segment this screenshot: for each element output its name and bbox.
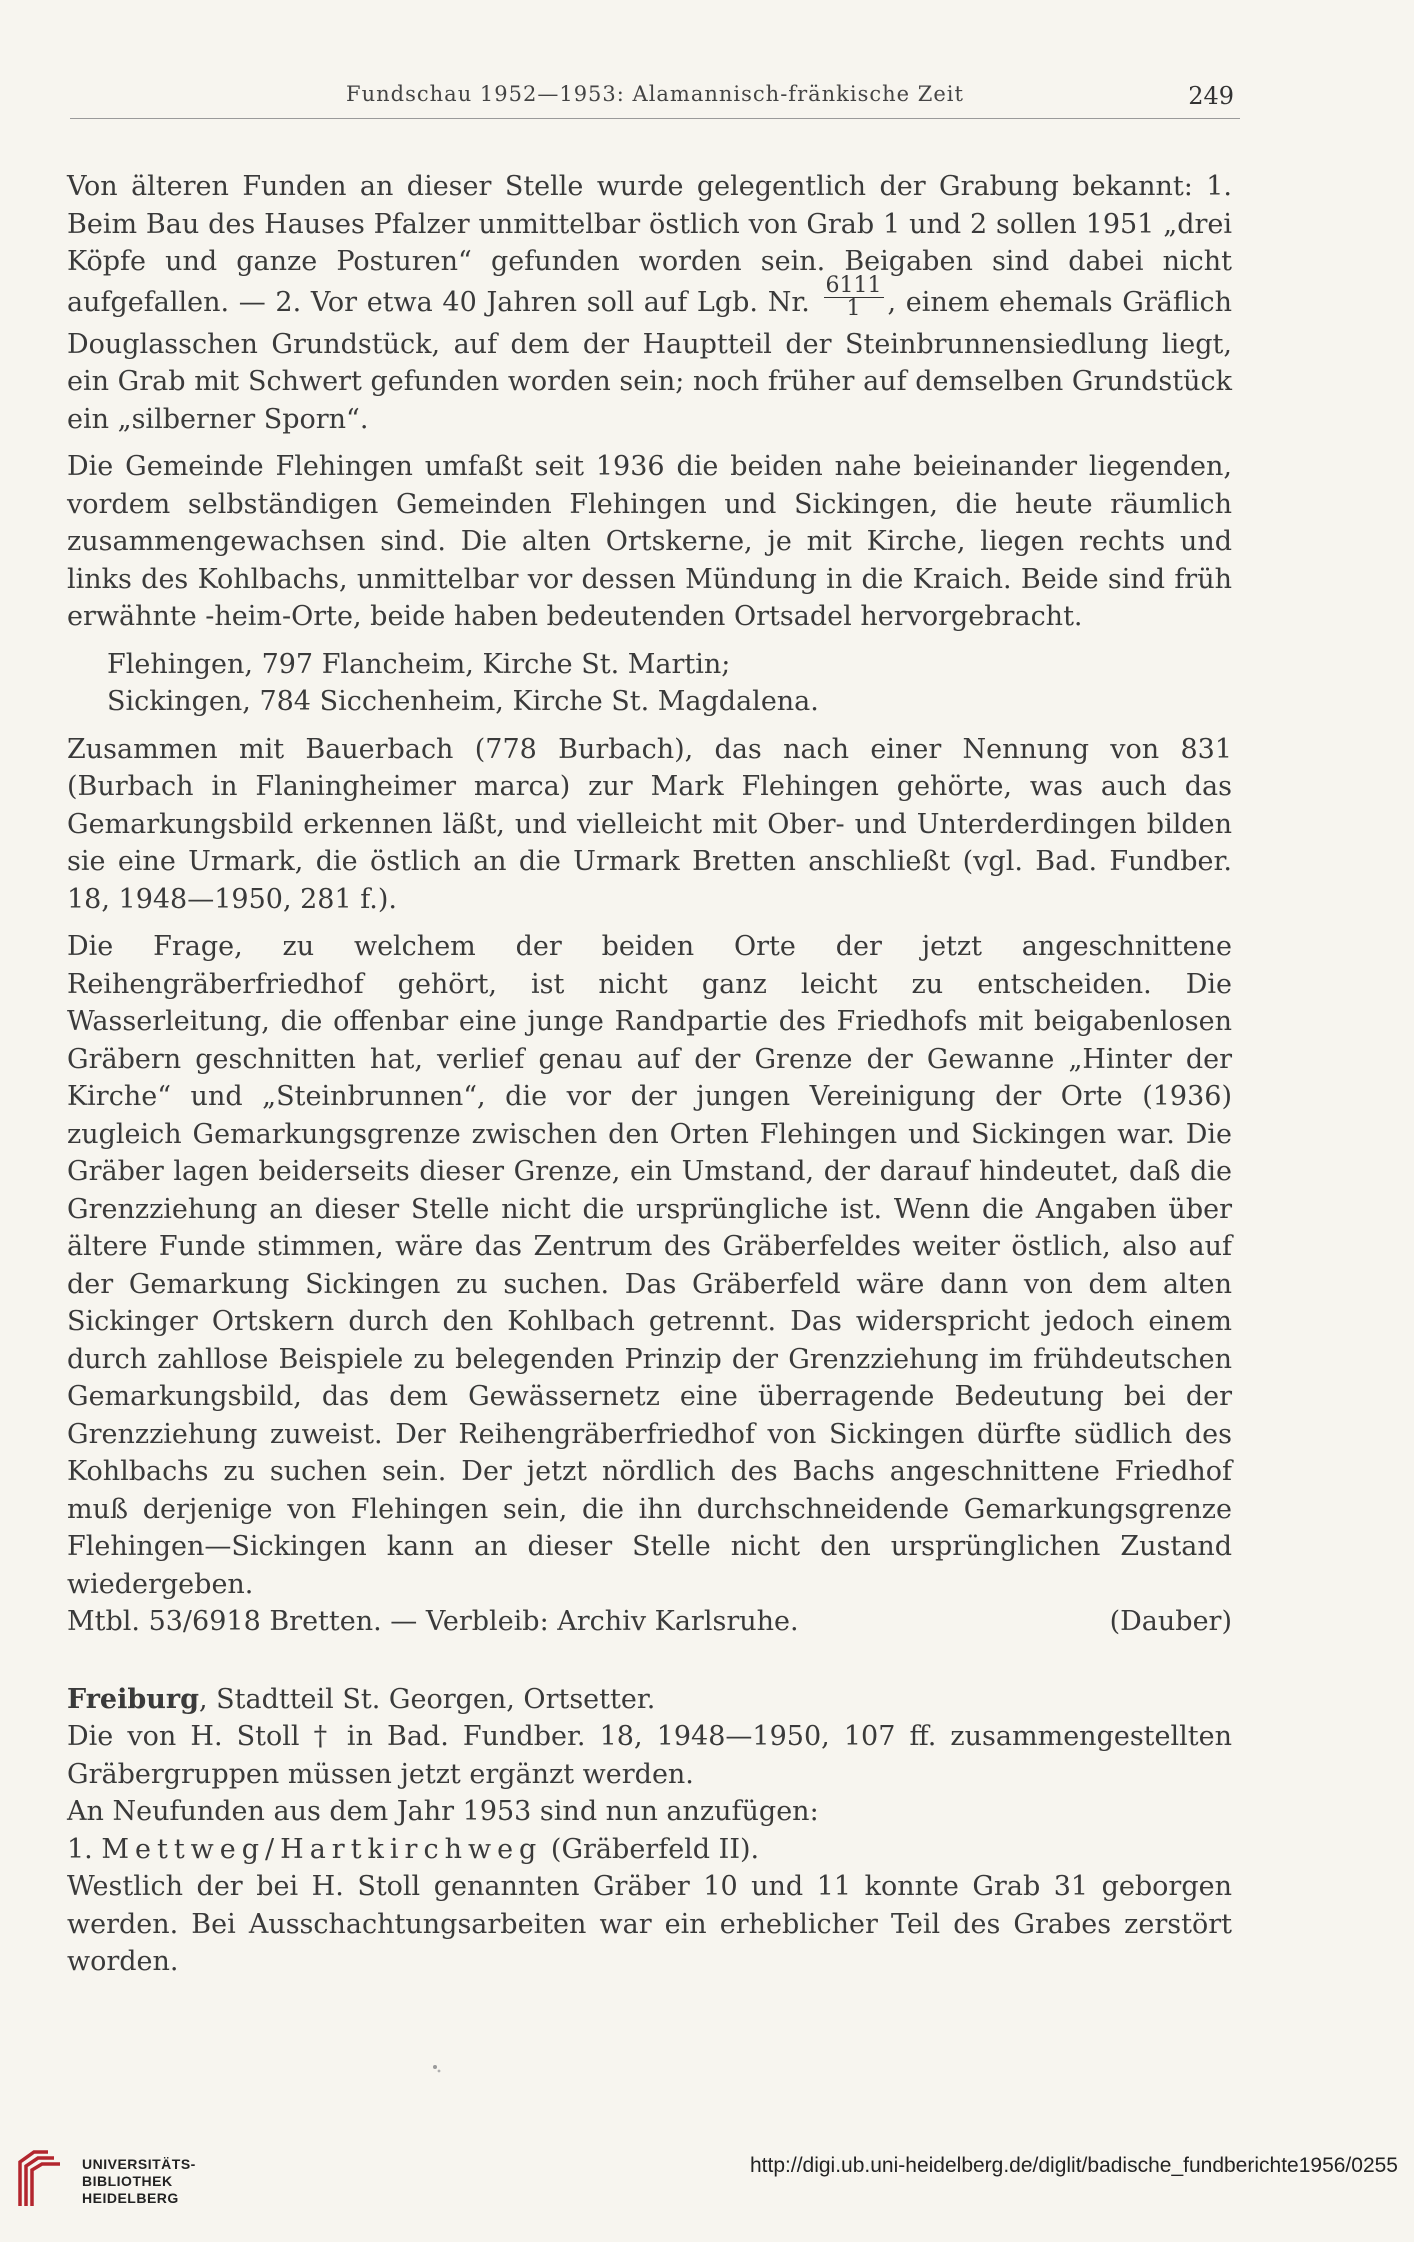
paragraph-6: An Neufunden aus dem Jahr 1953 sind nun anzufügen: <box>67 1796 819 1827</box>
section-heading-place: Freiburg <box>67 1683 199 1715</box>
citation-line <box>67 1603 1232 1641</box>
fraction-denominator: 1 <box>846 295 861 321</box>
place-list-item-1: Flehingen, 797 Flancheim, Kirche St. Martin; <box>107 648 731 680</box>
paragraph-5: Die von H. Stoll † in Bad. Fundber. 18, 1948—1950, 107 ff. zusammengestellten Gräbergruppen müssen jetzt ergänzt werden. <box>67 1721 1232 1790</box>
library-name-line-3: HEIDELBERG <box>82 2190 179 2206</box>
author-signature: (Dauber) <box>1109 1606 1232 1637</box>
paragraph-7: Westlich der bei H. Stoll genannten Gräber 10 und 11 konnte Grab 31 geborgen werden. Bei Ausschachtungsarbeiten war ein erheblicher Teil des Grabes zerstört worden. <box>67 1871 1232 1977</box>
body-text <box>67 168 1232 1991</box>
library-name <box>82 2156 196 2207</box>
page-footer <box>0 2148 1414 2228</box>
library-name-line-2: BIBLIOTHEK <box>82 2173 173 2189</box>
section-heading-rest: , Stadtteil St. Georgen, Ortsetter. <box>198 1683 656 1715</box>
lot-number-fraction <box>824 272 884 321</box>
find-item-rest: (Gräberfeld II). <box>542 1833 760 1865</box>
page-header <box>70 78 1240 119</box>
paragraph-1 <box>67 168 1232 438</box>
page-number: 249 <box>1188 82 1234 110</box>
paragraph-3: Zusammen mit Bauerbach (778 Burbach), das nach einer Nennung von 831 (Burbach in Flaningheimer marca) zur Mark Flehingen gehörte, was auch das Gemarkungsbild erkennen läßt, und vielleicht mit Ober- und Unterderdingen bilden sie eine Urmark, die östlich an die Urmark Bretten anschließt (vgl. Bad. Fundber. 18, 1948—1950, 281 f.). <box>67 733 1232 915</box>
find-item-number: 1. <box>67 1833 93 1865</box>
paragraph-4: Die Frage, zu welchem der beiden Orte der jetzt angeschnittene Reihengräberfriedhof gehört, ist nicht ganz leicht zu entscheiden. Die Wasserleitung, die offenbar eine junge Randpartie des Friedhofs mit beigabenlosen Gräbern geschnitten hat, verlief genau auf der Grenze der Gewanne „Hinter der Kirche“ und „Steinbrunnen“, die vor der jungen Vereinigung der Orte (1936) zugleich Gemarkungsgrenze zwischen den Orten Flehingen und Sickingen war. Die Gräber lagen beiderseits dieser Grenze, ein Umstand, der darauf hindeutet, daß die Grenzziehung an dieser Stelle nicht die ursprüngliche ist. Wenn die Angaben über ältere Funde stimmen, wäre das Zentrum des Gräberfeldes weiter östlich, also auf der Gemarkung Sickingen zu suchen. Das Gräberfeld wäre dann von dem alten Sickinger Ortskern durch den Kohlbach getrennt. Das widerspricht jedoch einem durch zahllose Beispiele zu belegenden Prinzip der Grenzziehung im frühdeutschen Gemarkungsbild, das dem Gewässernetz eine überragende Bedeutung bei der Grenzziehung zuweist. Der Reihengräberfriedhof von Sickingen dürfte südlich des Kohlbachs zu suchen sein. Der jetzt nördlich des Bachs angeschnittene Friedhof muß derjenige von Flehingen sein, die ihn durchschneidende Gemarkungsgrenze Flehingen—Sickingen kann an dieser Stelle nicht den ursprünglichen Zustand wiedergeben. <box>67 931 1232 1600</box>
library-name-line-1: UNIVERSITÄTS- <box>82 2156 196 2172</box>
paragraph-1-end: , einem ehemals Gräflich Douglasschen Grundstück, auf dem der Hauptteil der Steinbrunnensiedlung liegt, ein Grab mit Schwert gefunden worden sein; noch früher auf demselben Grundstück ein „silberner Sporn“. <box>67 286 1232 435</box>
paper-speck <box>430 2062 444 2076</box>
section-heading <box>67 1681 1232 1719</box>
section-gap <box>67 1641 1232 1681</box>
map-reference: Mtbl. 53/6918 Bretten. — Verbleib: Archiv Karlsruhe. <box>67 1606 799 1637</box>
running-title: Fundschau 1952—1953: Alamannisch-fränkische Zeit <box>346 82 964 106</box>
fraction-numerator: 6111 <box>825 272 882 298</box>
place-list-item-2: Sickingen, 784 Sicchenheim, Kirche St. Magdalena. <box>107 686 819 717</box>
university-library-logo-icon <box>14 2148 66 2210</box>
source-url-link[interactable]: http://digi.ub.uni-heidelberg.de/diglit/badische_fundberichte1956/0255 <box>750 2154 1398 2177</box>
find-item-heading <box>67 1831 1232 1869</box>
paragraph-2: Die Gemeinde Flehingen umfaßt seit 1936 die beiden nahe beieinander liegenden, vordem selbständigen Gemeinden Flehingen und Sickingen, die heute räumlich zusammengewachsen sind. Die alten Ortskerne, je mit Kirche, liegen rechts und links des Kohlbachs, unmittelbar vor dessen Mündung in die Kraich. Beide sind früh erwähnte -heim-Orte, beide haben bedeutenden Ortsadel hervorgebracht. <box>67 451 1232 632</box>
find-item-location: Mettweg/Hartkirchweg <box>101 1833 543 1865</box>
paragraph-1-start: Von älteren Funden an dieser Stelle wurde gelegentlich der Grabung bekannt: 1. Beim Bau des Hauses Pfalzer unmittelbar östlich von Grab 1 und 2 sollen 1951 „drei Köpfe und ganze Posturen“ gefunden worden sein. Beigaben sind dabei nicht aufgefallen. — 2. Vor etwa 40 Jahren soll auf Lgb. Nr. <box>67 171 1232 318</box>
